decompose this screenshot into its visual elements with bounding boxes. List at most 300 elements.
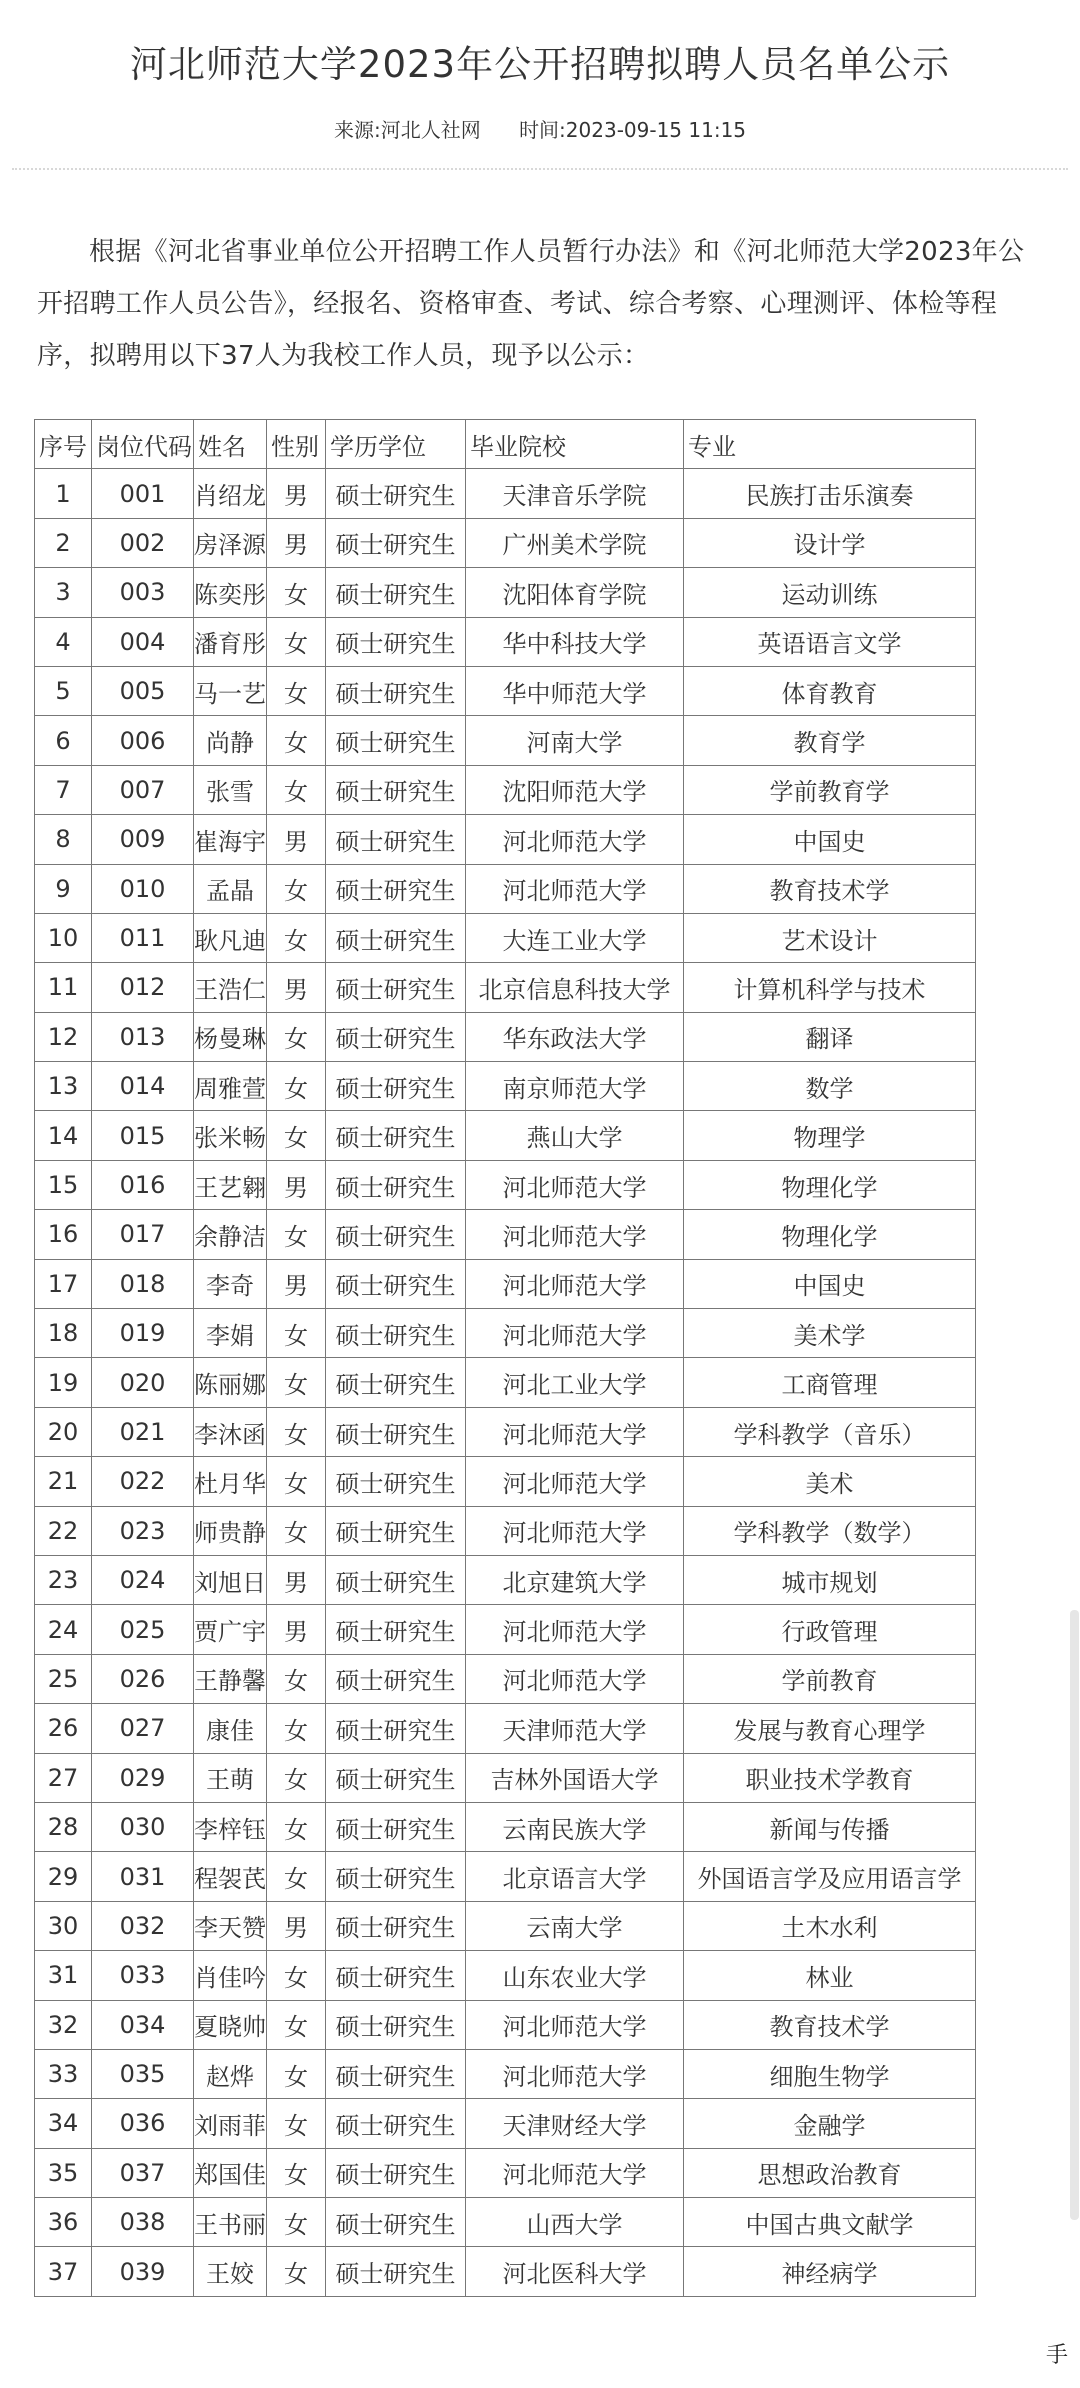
cell-school: 天津财经大学 — [466, 2099, 684, 2148]
cell-school: 沈阳体育学院 — [466, 568, 684, 617]
cell-school: 山东农业大学 — [466, 1951, 684, 2000]
article-meta — [0, 114, 1080, 143]
cell-gender: 女 — [267, 666, 326, 715]
cell-post-code: 036 — [92, 2099, 194, 2148]
cell-major: 学科教学（音乐） — [684, 1407, 976, 1456]
cell-post-code: 022 — [92, 1457, 194, 1506]
cell-major: 新闻与传播 — [684, 1802, 976, 1851]
cell-school: 北京语言大学 — [466, 1852, 684, 1901]
cell-major: 美术学 — [684, 1309, 976, 1358]
table-row — [35, 469, 976, 518]
cell-post-code: 009 — [92, 815, 194, 864]
table-body — [35, 469, 976, 2296]
cell-name: 马一艺 — [194, 666, 267, 715]
cell-gender: 男 — [267, 1259, 326, 1308]
cell-major: 运动训练 — [684, 568, 976, 617]
cell-major: 英语语言文学 — [684, 617, 976, 666]
cell-major: 金融学 — [684, 2099, 976, 2148]
table-row — [35, 1654, 976, 1703]
cell-degree: 硕士研究生 — [326, 666, 466, 715]
cell-index: 6 — [35, 716, 92, 765]
header-degree: 学历学位 — [326, 420, 466, 469]
cell-index: 8 — [35, 815, 92, 864]
cell-index: 17 — [35, 1259, 92, 1308]
cell-name: 孟晶 — [194, 864, 267, 913]
cell-post-code: 002 — [92, 518, 194, 567]
cell-index: 11 — [35, 963, 92, 1012]
cell-post-code: 024 — [92, 1555, 194, 1604]
cell-degree: 硕士研究生 — [326, 716, 466, 765]
cell-post-code: 015 — [92, 1111, 194, 1160]
cell-gender: 女 — [267, 1753, 326, 1802]
cell-gender: 女 — [267, 1210, 326, 1259]
cell-name: 崔海宇 — [194, 815, 267, 864]
cell-major: 外国语言学及应用语言学 — [684, 1852, 976, 1901]
cell-degree: 硕士研究生 — [326, 1951, 466, 2000]
cell-name: 李沐函 — [194, 1407, 267, 1456]
cell-school: 北京信息科技大学 — [466, 963, 684, 1012]
cell-name: 李奇 — [194, 1259, 267, 1308]
cell-index: 19 — [35, 1358, 92, 1407]
cell-major: 翻译 — [684, 1012, 976, 1061]
cell-post-code: 027 — [92, 1704, 194, 1753]
cell-name: 刘旭日 — [194, 1555, 267, 1604]
table-row — [35, 1506, 976, 1555]
cell-degree: 硕士研究生 — [326, 1457, 466, 1506]
cell-major: 神经病学 — [684, 2247, 976, 2296]
cell-school: 大连工业大学 — [466, 913, 684, 962]
cell-gender: 男 — [267, 518, 326, 567]
cell-name: 郑国佳 — [194, 2148, 267, 2197]
cell-gender: 女 — [267, 765, 326, 814]
cell-name: 师贵静 — [194, 1506, 267, 1555]
cell-index: 3 — [35, 568, 92, 617]
table-row — [35, 1753, 976, 1802]
cell-degree: 硕士研究生 — [326, 617, 466, 666]
cell-major: 民族打击乐演奏 — [684, 469, 976, 518]
cell-gender: 女 — [267, 1951, 326, 2000]
table-row — [35, 963, 976, 1012]
cell-post-code: 005 — [92, 666, 194, 715]
cell-name: 程袈芪 — [194, 1852, 267, 1901]
cell-index: 30 — [35, 1901, 92, 1950]
table-row — [35, 1951, 976, 2000]
cell-degree: 硕士研究生 — [326, 568, 466, 617]
cell-post-code: 037 — [92, 2148, 194, 2197]
cell-index: 13 — [35, 1062, 92, 1111]
cell-school: 河北师范大学 — [466, 1654, 684, 1703]
table-row — [35, 1062, 976, 1111]
cell-name: 杨曼琳 — [194, 1012, 267, 1061]
cell-degree: 硕士研究生 — [326, 963, 466, 1012]
cell-gender: 女 — [267, 864, 326, 913]
cell-index: 37 — [35, 2247, 92, 2296]
cell-post-code: 007 — [92, 765, 194, 814]
cell-degree: 硕士研究生 — [326, 765, 466, 814]
cell-school: 南京师范大学 — [466, 1062, 684, 1111]
cell-degree: 硕士研究生 — [326, 1012, 466, 1061]
cell-major: 物理化学 — [684, 1210, 976, 1259]
table-row — [35, 1309, 976, 1358]
cell-post-code: 030 — [92, 1802, 194, 1851]
table-row — [35, 666, 976, 715]
table-row — [35, 2198, 976, 2247]
cell-school: 华东政法大学 — [466, 1012, 684, 1061]
cell-post-code: 026 — [92, 1654, 194, 1703]
cell-name: 王静馨 — [194, 1654, 267, 1703]
cell-major: 数学 — [684, 1062, 976, 1111]
cell-gender: 女 — [267, 617, 326, 666]
header-school: 毕业院校 — [466, 420, 684, 469]
table-row — [35, 2247, 976, 2296]
cell-degree: 硕士研究生 — [326, 1555, 466, 1604]
cell-index: 9 — [35, 864, 92, 913]
cell-name: 王浩仁 — [194, 963, 267, 1012]
cell-school: 河北师范大学 — [466, 1605, 684, 1654]
cell-post-code: 004 — [92, 617, 194, 666]
cell-degree: 硕士研究生 — [326, 2247, 466, 2296]
cell-index: 24 — [35, 1605, 92, 1654]
cell-major: 中国古典文献学 — [684, 2198, 976, 2247]
cell-name: 周雅萱 — [194, 1062, 267, 1111]
table-row — [35, 1358, 976, 1407]
cell-gender: 女 — [267, 1654, 326, 1703]
cell-index: 36 — [35, 2198, 92, 2247]
cell-gender: 男 — [267, 1160, 326, 1209]
cell-major: 行政管理 — [684, 1605, 976, 1654]
cell-major: 中国史 — [684, 815, 976, 864]
cell-major: 学科教学（数学） — [684, 1506, 976, 1555]
cell-name: 余静洁 — [194, 1210, 267, 1259]
cell-name: 张米畅 — [194, 1111, 267, 1160]
cell-post-code: 020 — [92, 1358, 194, 1407]
cell-index: 25 — [35, 1654, 92, 1703]
cell-degree: 硕士研究生 — [326, 1704, 466, 1753]
cell-degree: 硕士研究生 — [326, 1605, 466, 1654]
cell-school: 华中科技大学 — [466, 617, 684, 666]
cell-major: 学前教育学 — [684, 765, 976, 814]
cell-post-code: 031 — [92, 1852, 194, 1901]
cell-degree: 硕士研究生 — [326, 1407, 466, 1456]
cell-gender: 女 — [267, 1111, 326, 1160]
cell-gender: 女 — [267, 1506, 326, 1555]
cell-school: 华中师范大学 — [466, 666, 684, 715]
page-title: 河北师范大学2023年公开招聘拟聘人员名单公示 — [129, 43, 951, 86]
cell-school: 天津音乐学院 — [466, 469, 684, 518]
cell-index: 27 — [35, 1753, 92, 1802]
cell-degree: 硕士研究生 — [326, 864, 466, 913]
cell-gender: 女 — [267, 2148, 326, 2197]
cell-name: 李娟 — [194, 1309, 267, 1358]
cell-name: 夏晓帅 — [194, 2000, 267, 2049]
cell-major: 美术 — [684, 1457, 976, 1506]
cell-major: 发展与教育心理学 — [684, 1704, 976, 1753]
cell-name: 肖绍龙 — [194, 469, 267, 518]
table-row — [35, 1852, 976, 1901]
cell-school: 河北师范大学 — [466, 1506, 684, 1555]
cell-degree: 硕士研究生 — [326, 815, 466, 864]
cell-school: 河北师范大学 — [466, 2049, 684, 2098]
cell-gender: 女 — [267, 1358, 326, 1407]
cell-index: 21 — [35, 1457, 92, 1506]
cell-post-code: 014 — [92, 1062, 194, 1111]
cell-degree: 硕士研究生 — [326, 1210, 466, 1259]
cell-major: 设计学 — [684, 518, 976, 567]
cell-school: 云南民族大学 — [466, 1802, 684, 1851]
cell-index: 20 — [35, 1407, 92, 1456]
cell-post-code: 017 — [92, 1210, 194, 1259]
cell-degree: 硕士研究生 — [326, 2000, 466, 2049]
cell-post-code: 012 — [92, 963, 194, 1012]
cell-index: 7 — [35, 765, 92, 814]
cell-index: 34 — [35, 2099, 92, 2148]
cell-name: 潘育彤 — [194, 617, 267, 666]
cell-school: 河北工业大学 — [466, 1358, 684, 1407]
cell-degree: 硕士研究生 — [326, 1358, 466, 1407]
cell-school: 河北师范大学 — [466, 1210, 684, 1259]
cell-degree: 硕士研究生 — [326, 1111, 466, 1160]
intro-paragraph: 根据《河北省事业单位公开招聘工作人员暂行办法》和《河北师范大学2023年公开招聘工作人员公告》，经报名、资格审查、考试、综合考察、心理测评、体检等程序，拟聘用以下37人为我校工作人员，现予以公示： — [37, 237, 1025, 371]
header-major: 专业 — [684, 420, 976, 469]
cell-post-code: 039 — [92, 2247, 194, 2296]
cell-name: 李梓钰 — [194, 1802, 267, 1851]
cell-major: 艺术设计 — [684, 913, 976, 962]
cell-index: 14 — [35, 1111, 92, 1160]
cell-name: 王姣 — [194, 2247, 267, 2296]
table-row — [35, 1555, 976, 1604]
header-name: 姓名 — [194, 420, 267, 469]
table-row — [35, 568, 976, 617]
table-header-row — [35, 420, 976, 469]
cell-name: 刘雨菲 — [194, 2099, 267, 2148]
cell-school: 河北师范大学 — [466, 1407, 684, 1456]
cell-name: 耿凡迪 — [194, 913, 267, 962]
cell-index: 32 — [35, 2000, 92, 2049]
cell-degree: 硕士研究生 — [326, 1506, 466, 1555]
cell-gender: 男 — [267, 1555, 326, 1604]
cell-gender: 男 — [267, 815, 326, 864]
table-row — [35, 864, 976, 913]
cell-school: 河北师范大学 — [466, 1259, 684, 1308]
cell-name: 陈丽娜 — [194, 1358, 267, 1407]
cell-post-code: 001 — [92, 469, 194, 518]
cell-post-code: 010 — [92, 864, 194, 913]
cell-post-code: 016 — [92, 1160, 194, 1209]
cell-gender: 女 — [267, 1309, 326, 1358]
cell-school: 北京建筑大学 — [466, 1555, 684, 1604]
cell-gender: 女 — [267, 568, 326, 617]
table-row — [35, 765, 976, 814]
table-row — [35, 1704, 976, 1753]
cell-index: 4 — [35, 617, 92, 666]
cell-index: 33 — [35, 2049, 92, 2098]
table-row — [35, 2049, 976, 2098]
cell-post-code: 018 — [92, 1259, 194, 1308]
header-post-code: 岗位代码 — [92, 420, 194, 469]
cell-index: 16 — [35, 1210, 92, 1259]
cell-gender: 女 — [267, 2000, 326, 2049]
cell-major: 职业技术学教育 — [684, 1753, 976, 1802]
cell-name: 赵烨 — [194, 2049, 267, 2098]
cell-index: 31 — [35, 1951, 92, 2000]
publish-time: 时间:2023-09-15 11:15 — [519, 118, 747, 142]
cell-degree: 硕士研究生 — [326, 1901, 466, 1950]
table-row — [35, 1111, 976, 1160]
cell-name: 康佳 — [194, 1704, 267, 1753]
cell-post-code: 023 — [92, 1506, 194, 1555]
corner-glyph: 手 — [1046, 2343, 1069, 2368]
cell-name: 杜月华 — [194, 1457, 267, 1506]
cell-gender: 女 — [267, 716, 326, 765]
cell-school: 河北医科大学 — [466, 2247, 684, 2296]
cell-degree: 硕士研究生 — [326, 1062, 466, 1111]
cell-index: 15 — [35, 1160, 92, 1209]
cell-index: 1 — [35, 469, 92, 518]
cell-index: 2 — [35, 518, 92, 567]
cell-school: 河北师范大学 — [466, 2148, 684, 2197]
cell-name: 王书丽 — [194, 2198, 267, 2247]
cell-degree: 硕士研究生 — [326, 1309, 466, 1358]
cell-name: 尚静 — [194, 716, 267, 765]
table-row — [35, 1210, 976, 1259]
cell-index: 10 — [35, 913, 92, 962]
table-row — [35, 1901, 976, 1950]
cell-post-code: 011 — [92, 913, 194, 962]
cell-index: 18 — [35, 1309, 92, 1358]
table-row — [35, 2000, 976, 2049]
cell-major: 物理化学 — [684, 1160, 976, 1209]
cell-post-code: 013 — [92, 1012, 194, 1061]
table-row — [35, 617, 976, 666]
cell-school: 云南大学 — [466, 1901, 684, 1950]
cell-post-code: 003 — [92, 568, 194, 617]
header-gender: 性别 — [267, 420, 326, 469]
cell-degree: 硕士研究生 — [326, 913, 466, 962]
cell-school: 河南大学 — [466, 716, 684, 765]
cell-school: 沈阳师范大学 — [466, 765, 684, 814]
cell-major: 教育技术学 — [684, 864, 976, 913]
cell-major: 学前教育 — [684, 1654, 976, 1703]
divider — [12, 168, 1068, 170]
table-row — [35, 1457, 976, 1506]
cell-gender: 女 — [267, 913, 326, 962]
cell-major: 计算机科学与技术 — [684, 963, 976, 1012]
table-row — [35, 1012, 976, 1061]
cell-gender: 男 — [267, 1901, 326, 1950]
cell-school: 吉林外国语大学 — [466, 1753, 684, 1802]
cell-index: 22 — [35, 1506, 92, 1555]
cell-gender: 男 — [267, 469, 326, 518]
cell-school: 河北师范大学 — [466, 1457, 684, 1506]
cell-gender: 女 — [267, 2049, 326, 2098]
cell-major: 细胞生物学 — [684, 2049, 976, 2098]
cell-gender: 男 — [267, 1605, 326, 1654]
cell-degree: 硕士研究生 — [326, 2099, 466, 2148]
cell-school: 河北师范大学 — [466, 1160, 684, 1209]
cell-name: 张雪 — [194, 765, 267, 814]
table-row — [35, 716, 976, 765]
cell-degree: 硕士研究生 — [326, 2148, 466, 2197]
table-row — [35, 1605, 976, 1654]
cell-name: 肖佳吟 — [194, 1951, 267, 2000]
cell-school: 广州美术学院 — [466, 518, 684, 567]
table-row — [35, 2099, 976, 2148]
table-row — [35, 2148, 976, 2197]
table-row — [35, 1259, 976, 1308]
cell-school: 山西大学 — [466, 2198, 684, 2247]
cell-index: 35 — [35, 2148, 92, 2197]
cell-school: 河北师范大学 — [466, 2000, 684, 2049]
cell-name: 贾广宇 — [194, 1605, 267, 1654]
scrollbar-thumb[interactable] — [1070, 1610, 1079, 2220]
cell-school: 燕山大学 — [466, 1111, 684, 1160]
cell-school: 天津师范大学 — [466, 1704, 684, 1753]
cell-post-code: 034 — [92, 2000, 194, 2049]
cell-post-code: 025 — [92, 1605, 194, 1654]
cell-gender: 女 — [267, 1407, 326, 1456]
cell-degree: 硕士研究生 — [326, 518, 466, 567]
cell-degree: 硕士研究生 — [326, 469, 466, 518]
cell-major: 教育技术学 — [684, 2000, 976, 2049]
cell-gender: 女 — [267, 1062, 326, 1111]
cell-school: 河北师范大学 — [466, 1309, 684, 1358]
table-row — [35, 1160, 976, 1209]
cell-index: 26 — [35, 1704, 92, 1753]
cell-major: 中国史 — [684, 1259, 976, 1308]
cell-index: 28 — [35, 1802, 92, 1851]
cell-gender: 女 — [267, 2198, 326, 2247]
cell-degree: 硕士研究生 — [326, 1852, 466, 1901]
cell-name: 王艺翱 — [194, 1160, 267, 1209]
cell-major: 物理学 — [684, 1111, 976, 1160]
cell-post-code: 038 — [92, 2198, 194, 2247]
cell-name: 陈奕彤 — [194, 568, 267, 617]
cell-major: 工商管理 — [684, 1358, 976, 1407]
cell-name: 李天赞 — [194, 1901, 267, 1950]
cell-degree: 硕士研究生 — [326, 1654, 466, 1703]
cell-degree: 硕士研究生 — [326, 1802, 466, 1851]
cell-major: 思想政治教育 — [684, 2148, 976, 2197]
cell-post-code: 035 — [92, 2049, 194, 2098]
cell-gender: 女 — [267, 1802, 326, 1851]
table-row — [35, 1407, 976, 1456]
cell-major: 土木水利 — [684, 1901, 976, 1950]
cell-degree: 硕士研究生 — [326, 1753, 466, 1802]
cell-degree: 硕士研究生 — [326, 1160, 466, 1209]
cell-degree: 硕士研究生 — [326, 2198, 466, 2247]
hire-list-table — [34, 419, 976, 2297]
cell-degree: 硕士研究生 — [326, 1259, 466, 1308]
cell-gender: 女 — [267, 2247, 326, 2296]
cell-name: 房泽源 — [194, 518, 267, 567]
cell-index: 23 — [35, 1555, 92, 1604]
cell-gender: 女 — [267, 1704, 326, 1753]
cell-school: 河北师范大学 — [466, 864, 684, 913]
cell-post-code: 029 — [92, 1753, 194, 1802]
cell-gender: 女 — [267, 2099, 326, 2148]
cell-index: 29 — [35, 1852, 92, 1901]
cell-index: 5 — [35, 666, 92, 715]
source-label: 来源:河北人社网 — [333, 118, 481, 142]
cell-major: 林业 — [684, 1951, 976, 2000]
table-row — [35, 815, 976, 864]
cell-school: 河北师范大学 — [466, 815, 684, 864]
table-row — [35, 913, 976, 962]
cell-index: 12 — [35, 1012, 92, 1061]
cell-gender: 女 — [267, 1012, 326, 1061]
table-row — [35, 518, 976, 567]
cell-post-code: 019 — [92, 1309, 194, 1358]
